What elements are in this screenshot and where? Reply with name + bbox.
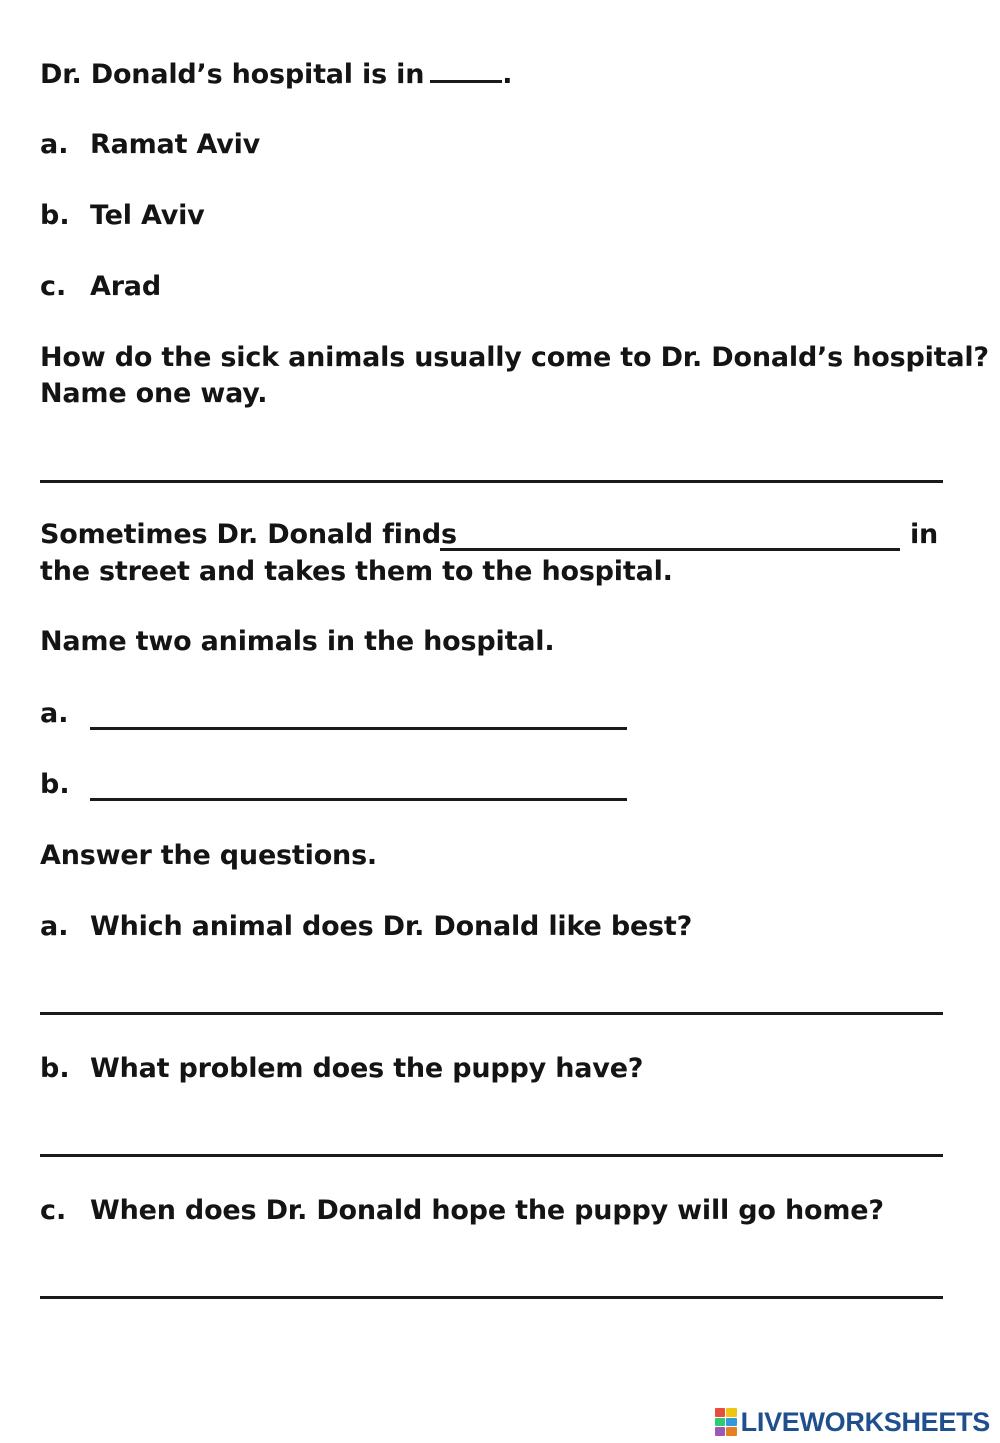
answer-line-4a[interactable]: [90, 727, 627, 730]
q1-option-c-letter: c.: [40, 271, 67, 302]
q5-question-c: When does Dr. Donald hope the puppy will go home?: [90, 1195, 884, 1226]
question-2-line1: How do the sick animals usually come to Dr. Donald’s hospital?: [40, 342, 989, 373]
q1-option-b-letter: b.: [40, 200, 70, 231]
answer-line-2[interactable]: [40, 480, 943, 483]
liveworksheets-logo-icon: [715, 1408, 737, 1436]
q5-letter-a: a.: [40, 911, 69, 942]
q5-question-a: Which animal does Dr. Donald like best?: [90, 911, 693, 942]
q5-question-b: What problem does the puppy have?: [90, 1053, 644, 1084]
liveworksheets-logo[interactable]: [715, 1405, 990, 1439]
q1-option-c[interactable]: Arad: [90, 271, 161, 302]
question-3-after: in: [910, 519, 939, 550]
answer-line-4b[interactable]: [90, 798, 627, 801]
answer-line-5a[interactable]: [40, 1012, 943, 1015]
q5-letter-c: c.: [40, 1195, 67, 1226]
question-3-line2: the street and takes them to the hospital.: [40, 556, 673, 587]
question-3-before: Sometimes Dr. Donald finds: [40, 519, 457, 550]
q1-option-a[interactable]: Ramat Aviv: [90, 129, 261, 160]
q1-option-a-letter: a.: [40, 129, 69, 160]
liveworksheets-brand: LIVEWORKSHEETS: [740, 1406, 990, 1437]
q5-letter-b: b.: [40, 1053, 70, 1084]
answer-line-5c[interactable]: [40, 1296, 943, 1299]
answer-blank-1[interactable]: [430, 58, 502, 83]
q1-option-b[interactable]: Tel Aviv: [90, 200, 205, 231]
question-1-stem: Dr. Donald’s hospital is in .: [40, 59, 513, 90]
question-2-line2: Name one way.: [40, 378, 268, 409]
question-5-prompt: Answer the questions.: [40, 840, 377, 871]
q4-letter-b: b.: [40, 769, 70, 800]
q4-letter-a: a.: [40, 698, 69, 729]
answer-blank-3[interactable]: [440, 548, 900, 551]
question-4-prompt: Name two animals in the hospital.: [40, 626, 555, 657]
answer-line-5b[interactable]: [40, 1154, 943, 1157]
